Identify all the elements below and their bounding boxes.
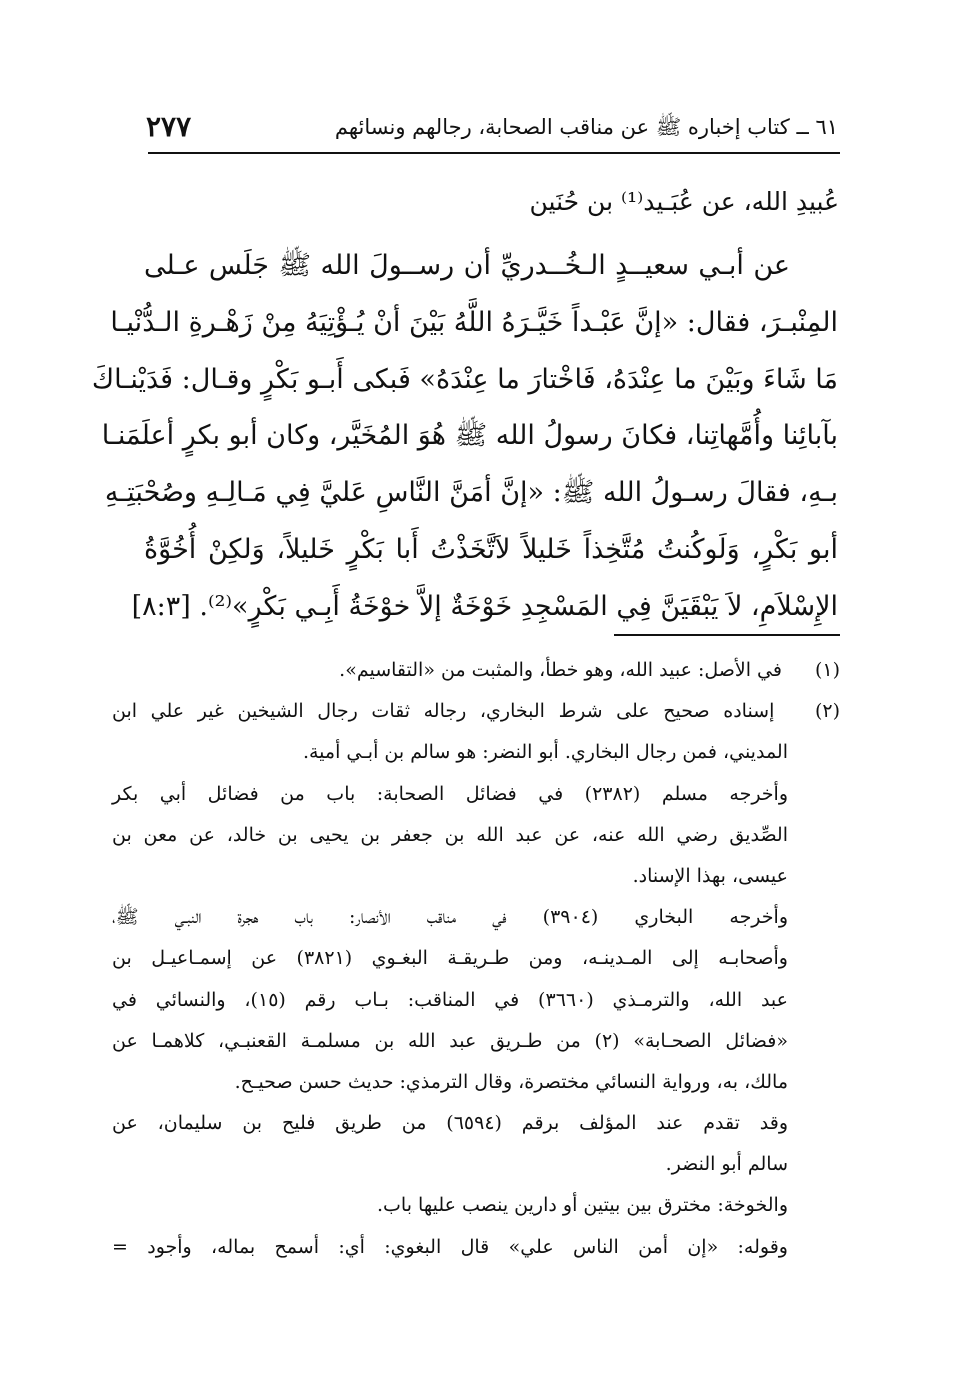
footnote-line: وأخرجه البخاري (٣٩٠٤) في مناقب الأنصار: باب هجرة النبـي ﷺ، <box>112 906 788 929</box>
footnote-number: (٢) <box>814 700 841 723</box>
hadith-line: مَا شَاءَ وبَيْنَ ما عِنْدَهُ، فَاخْتارَ ما عِنْدَهُ» فَبكى أَبـو بَكْرٍ وقـال: فَدَيْنـاكَ <box>91 363 838 395</box>
hadith-line: المِنْبـرَ، فقال: «إنَّ عَبْـداً خَيَّـرَهُ اللَّهُ بَيْنَ أنْ يُـؤْتِيَهُ مِنْ زَهْـرةِ الـدُّنْيـا <box>110 306 838 338</box>
running-header <box>146 108 838 152</box>
footnote-line: «فضائل الصحـابة» (٢) من طـريق عبد الله بن مسلمـة القعنبـي، كلاهمـا عن <box>112 1029 788 1052</box>
footnote-text: إسناده صحيح على شرط البخاري، رجاله ثقات رجال الشيخين غير علي ابن <box>112 700 775 723</box>
isnad-continuation: عُبيدِ الله، عن عُبَـيد⁽¹⁾ بن حُنَين <box>529 187 839 216</box>
footnote-line: عبد الله، والترمـذي (٣٦٦٠) في المناقب: بـاب رقم (١٥)، والنسائي في <box>112 988 788 1011</box>
footnote-line: وأصحابـه إلى المـدينـه، ومن طـريقـة البغـوي (٣٨٢١) عن إسمـاعيـل بن <box>112 947 788 970</box>
footnote-2 <box>112 691 840 732</box>
footnote-line: المديني، فمن رجال البخاري. أبو النضر: هو سالم بن أبـي أمية. <box>302 741 788 764</box>
header-rule <box>148 152 840 154</box>
hadith-line: أبو بَكْرٍ، وَلَوكُنتُ مُتَّخِذاً خَليلاً لاَتَّخَذْتُ أَبا بَكْرٍ خَليلاً، وَلكِنْ أُخُوَّةُ <box>144 533 838 565</box>
footnote-text: في الأصل: عبيد الله، وهو خطأ، والمثبت من «التقاسيم». <box>339 659 782 681</box>
footnote-line: مالك، به، ورواية النسائي مختصرة، وقال الترمذي: حديث حسن صحيـح. <box>234 1070 788 1093</box>
footnote-number: (١) <box>814 659 840 681</box>
hadith-line: بـهِ، فقالَ رسـولُ الله ﷺ: «إنَّ أمَنَّ النَّاسِ عَليَّ فِي مَـالِـهِ وصُحْبَتِـهِ <box>104 477 838 509</box>
footnote-line: والخوخة: مخترق بين بيتين أو دارين ينصب عليها باب. <box>377 1194 788 1217</box>
footnote-line: وقد تقدم عند المؤلف برقم (٦٥٩٤) من طريق فليح بن سليمان، عن <box>112 1112 788 1135</box>
footnote-separator <box>614 634 840 636</box>
footnote-line: وأخرجه مسلم (٢٣٨٢) في فضائل الصحابة: باب من فضائل أبي بكر <box>112 782 788 805</box>
hadith-line: بآبائِنا وأُمَّهاتِنا، فكانَ رسولُ الله ﷺ هُوَ المُخَيَّر، وكان أبو بكرٍ أعلَمَنـا <box>101 420 838 452</box>
footnote-line: عيسى، بهذا الإسناد. <box>632 864 788 887</box>
footnote-line: الصِّديق رضي الله عنه، عن عبد الله بن جعفر بن يحيى بن خالد، عن معن بن <box>112 823 788 846</box>
footnotes <box>112 650 840 1268</box>
hadith-line: الإِسْلاَمِ، لاَ يَبْقَيَنَّ فِي المَسْجِدِ خَوْخَةٌ إلاَّ خوْخَةُ أَبِـي بَكْرٍ»⁽²⁾. [٨:٣] <box>131 590 838 622</box>
hadith-text <box>91 238 838 636</box>
footnote-line: وقوله: «إن أمن الناس علي» قال البغوي: أي: أسمح بماله، وأجود = <box>112 1235 788 1258</box>
page-number: ٢٧٧ <box>146 110 192 143</box>
footnote-1 <box>112 650 840 691</box>
chapter-title: ٦١ ــ كتاب إخباره ﷺ عن مناقب الصحابة، رجالهم ونسائهم <box>334 115 838 139</box>
footnote-line: سالم أبو النضر. <box>665 1153 788 1176</box>
hadith-line: عن أبـي سعيــدٍ الـخُــدريِّ أن رســولَ الله ﷺ جَلَس عـلى <box>144 250 790 281</box>
